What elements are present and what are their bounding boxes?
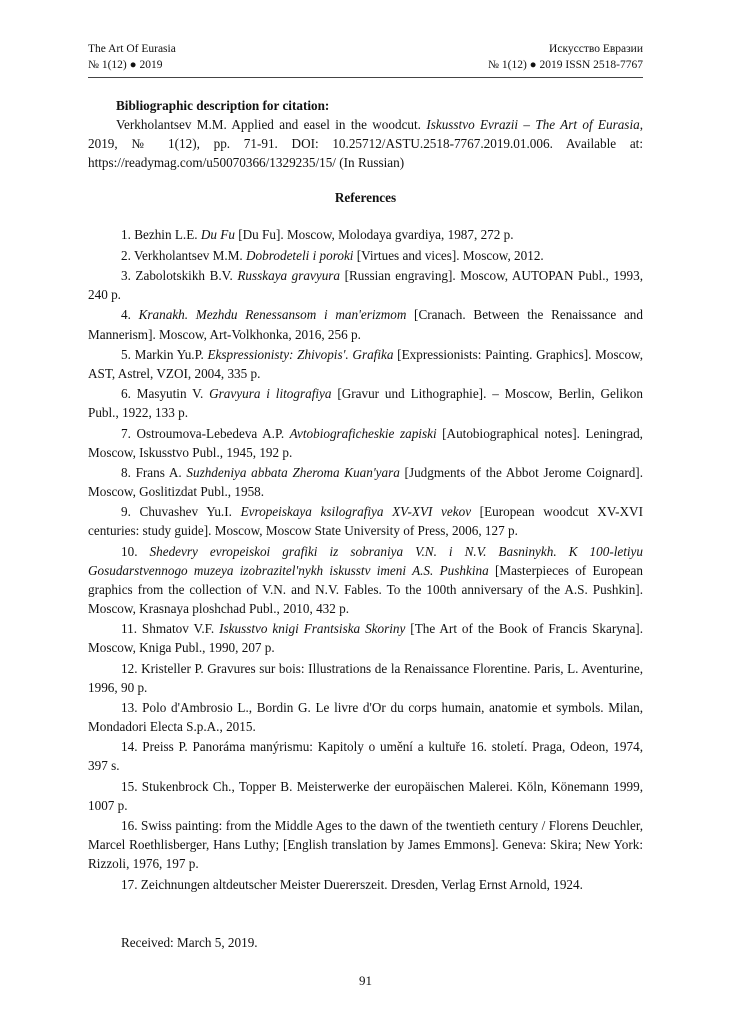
reference-item [88, 246, 643, 265]
reference-details: [The Art of the Book of Francis Skaryna]. Moscow, Kniga Publ., 1990, 207 p. [88, 621, 643, 656]
reference-details: [Masterpieces of European graphics from the collection of V.N. and N.V. Fables. To the 100th anniversary of the A.S. Pushkin]. Moscow, Krasnaya ploshchad Publ., 2010, 432 p. [88, 562, 643, 616]
citation-text-after: , 2019, № 1(12), pp. 71-91. DOI: 10.25712/ASTU.2518-7767.2019.01.006. Available at: https://readymag.com/u50070366/1329235/15/ (In Russian) [88, 117, 643, 171]
reference-details: [Virtues and vices]. Moscow, 2012. [353, 247, 544, 263]
issue-info-ru: № 1(12) ● 2019 ISSN 2518-7767 [488, 59, 643, 71]
journal-title-ru: Искусство Евразии [549, 43, 643, 55]
reference-item [88, 698, 643, 736]
reference-author: 16. Swiss painting: from the Middle Ages to the dawn of the twentieth century / Florens Deuchler, Marcel Roethlisberger, Hans Luthy; [English translation by James Emmons]. Geneva: Skira; New York: Rizzoli, 1976, 197 p. [88, 818, 643, 872]
reference-title: Kranakh. Mezhdu Renessansom i man'erizmom [138, 307, 407, 323]
citation-text-before: Verkholantsev M.M. Applied and easel in the woodcut. [116, 117, 427, 133]
reference-author: 13. Polo d'Ambrosio L., Bordin G. Le livre d'Or du corps humain, anatomie et symbols. Milan, Mondadori Electa S.p.A., 2015. [88, 699, 643, 735]
reference-title: Suzhdeniya abbata Zheroma Kuan'yara [186, 464, 400, 480]
reference-item [88, 305, 643, 343]
reference-author: 2. Verkholantsev M.M. [121, 247, 247, 263]
reference-item [88, 502, 643, 540]
reference-author: 14. Preiss P. Panoráma manýrismu: Kapitoly o umění a kultuře 16. století. Praga, Odeon, 1974, 397 s. [88, 739, 643, 774]
reference-author: 15. Stukenbrock Ch., Topper B. Meisterwerke der europäischen Malerei. Köln, Könemann 1999, 1007 p. [88, 778, 643, 813]
received-date: Received: March 5, 2019. [121, 934, 258, 950]
reference-title: Avtobiograficheskie zapiski [289, 425, 437, 441]
reference-author: 3. Zabolotskikh B.V. [121, 268, 238, 284]
running-header-right [488, 41, 643, 73]
reference-author: 9. Chuvashev Yu.I. [121, 504, 241, 520]
reference-details: [Cranach. Between the Renaissance and Mannerism]. Moscow, Art-Volkhonka, 2016, 256 p. [88, 307, 643, 342]
page-body [88, 96, 643, 952]
reference-details: [Autobiographical notes]. Leningrad, Moscow, Iskusstvo Publ., 1945, 192 p. [88, 425, 643, 460]
reference-author: 12. Kristeller P. Gravures sur bois: Illustrations de la Renaissance Florentine. Paris, L. Aventurine, 1996, 90 p. [88, 660, 643, 695]
reference-item [88, 225, 643, 244]
reference-details: [European woodcut XV-XVI centuries: study guide]. Moscow, Moscow State University of Press, 2006, 127 p. [88, 504, 643, 539]
reference-author: 11. Shmatov V.F. [121, 621, 220, 637]
reference-author: 5. Markin Yu.P. [121, 346, 208, 362]
reference-item [88, 463, 643, 501]
reference-author: 4. [121, 307, 139, 323]
issue-info-en: № 1(12) ● 2019 [88, 59, 163, 71]
reference-title: Du Fu [200, 227, 235, 243]
reference-title: Dobrodeteli i poroki [246, 247, 354, 263]
reference-author: 6. Masyutin V. [121, 386, 210, 402]
reference-details: [Expressionists: Painting. Graphics]. Moscow, AST, Astrel, VZOI, 2004, 335 p. [88, 346, 644, 381]
reference-item [88, 737, 643, 775]
reference-item [88, 816, 643, 873]
reference-item [88, 619, 643, 657]
page-number: 91 [359, 973, 372, 988]
reference-author: 7. Ostroumova-Lebedeva A.P. [121, 425, 290, 441]
reference-title: Iskusstvo knigi Frantsiska Skoriny [219, 621, 406, 637]
citation-heading: Bibliographic description for citation: [116, 98, 330, 113]
reference-author: 17. Zeichnungen altdeutscher Meister Duererszeit. Dresden, Verlag Ernst Arnold, 1924. [121, 876, 583, 892]
reference-item [88, 345, 643, 383]
reference-author: 10. [121, 543, 150, 559]
reference-details: [Russian engraving]. Moscow, AUTOPAN Publ., 1993, 240 p. [88, 268, 644, 303]
reference-title: Evropeiskaya ksilografiya XV-XVI vekov [240, 504, 472, 520]
citation-journal: Iskusstvo Evrazii – The Art of Eurasia [426, 117, 640, 133]
reference-details: [Judgments of the Abbot Jerome Coignard]. Moscow, Goslitizdat Publ., 1958. [88, 464, 643, 499]
journal-title-en: The Art Of Eurasia [88, 43, 176, 55]
running-header-left [88, 41, 176, 73]
reference-title: Gravyura i litografiya [209, 386, 332, 402]
reference-title: Ekspressionisty: Zhivopis'. Grafika [207, 346, 394, 362]
reference-item [88, 777, 643, 815]
reference-item [88, 266, 643, 304]
reference-author: 1. Bezhin L.E. [121, 227, 201, 243]
reference-details: [Du Fu]. Moscow, Molodaya gvardiya, 1987, 272 p. [234, 227, 514, 243]
reference-title: Shedevry evropeiskoi grafiki iz sobraniya V.N. i N.V. Basninykh. K 100-letiyu Gosudarstvennogo muzeya izobrazitel'nykh iskusstv imeni A.S. Pushkina [88, 543, 644, 578]
references-heading: References [334, 190, 397, 206]
reference-list [88, 225, 643, 893]
citation-text [88, 115, 643, 172]
reference-author: 8. Frans A. [121, 464, 187, 480]
reference-item [88, 424, 643, 462]
reference-title: Russkaya gravyura [237, 268, 341, 284]
reference-details: [Gravur und Lithographie]. – Moscow, Berlin, Gelikon Publ., 1922, 133 p. [88, 386, 643, 421]
reference-item [88, 659, 643, 697]
reference-item [88, 542, 643, 618]
reference-item [88, 384, 643, 422]
reference-item [88, 875, 643, 894]
header-divider [88, 77, 643, 78]
